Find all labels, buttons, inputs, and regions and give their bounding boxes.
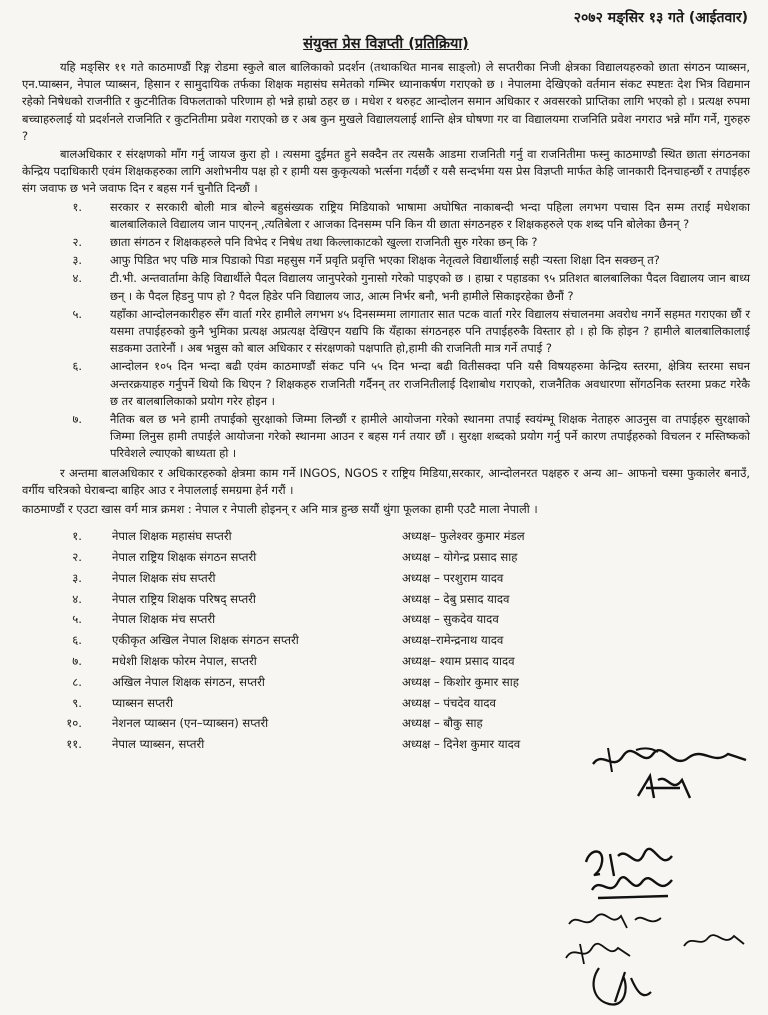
signatory-org: नेपाल शिक्षक संघ सप्तरी	[112, 570, 216, 585]
signatory-org: प्याब्सन सप्तरी	[112, 695, 173, 710]
signatory-org: नेशनल प्याब्सन (एन–प्याब्सन) सप्तरी	[112, 716, 269, 731]
signature-icon	[632, 770, 702, 804]
signatory-org: नेपाल राष्ट्रिय शिक्षक संगठन सप्तरी	[112, 549, 257, 564]
signatory-number: १.	[72, 529, 82, 544]
signatory-number: ८.	[72, 674, 82, 689]
list-text: टी.भी. अन्तवार्तामा केहि विद्यार्थीले पैदल विद्यालय जानुपरेको गुनासो गरेको पाइएको छ । हाम्रा र पहाडका ९५ प्रतिशत बालबालिका पैदल विद्यालय जान बाध्य छन् । के पैदल हिडनु पाप हो ? पैदल हिडेर पनि विद्यालय जाउ, आत्म निर्भर बनौ, भनी हामीले सिकाइरहेका छैनौं ?	[110, 271, 750, 303]
list-number: ४.	[72, 271, 82, 286]
list-text: आन्दोलन १०५ दिन भन्दा बढी एवंम काठमाण्डौं संकट पनि ५५ दिन भन्दा बढी वितीसक्दा पनि यसै विषयहरुमा केन्द्रिय स्तरमा, क्षेत्रिय स्तरमा सघन अन्तरक्रयाहरु गर्नुपर्ने थियो कि थिएन ? शिक्षकहरु राजनिती गर्दैनन् तर राजनितीलाई दिशाबोध गराएको, राजनैतिक अवधारणा सोंगठनिक स्तरमा प्रकट गरेकै छ तर बालबालिकाको प्रयोग गरेर होइन ।	[110, 359, 750, 408]
list-number: ७.	[72, 412, 82, 427]
signatory-org: नेपाल प्याब्सन, सप्तरी	[112, 737, 205, 752]
intro-paragraph: यहि मङ्सिर ११ गते काठमाण्डौं रिङ्ग रोडमा स्कुले बाल बालिकाको प्रदर्शन (तथाकथित मानब साङ्लो) ले सप्तरीका निजी क्षेत्रका विद्यालयहरुको छाता संगठन प्याब्सन, एन.प्याब्सन, नेपाल प्याब्सन, हिसान र सामुदायिक तर्फका शिक्षक महासंघ समेतको गम्भिर ध्यानाकर्षण गराएको छ । नेपालमा देखिएको वर्तमान संकट स्पष्टतः देश भित्र विद्यमान रहेको निषेधको राजनीति र कुटनीतिक विफलताको परिणाम हो भन्ने हाम्रो ठहर छ । मधेश र थरुहट आन्दोलन समान अधिकार र अवसरको प्राप्तिका लागि भएको हो । प्रत्यक्ष रुपमा बच्चाहरुलाई यो प्रदर्शनले राजनिति र कुटनितीमा प्रवेश गराएको छ र अब कुन मुखले विद्यालयलाई शान्ति क्षेत्र घोषणा गर वा विद्यालयमा राजनिति प्रवेश नगराउ भन्ने माँग गर्ने, गुरुहरु ?	[22, 60, 750, 143]
list-item	[22, 358, 750, 410]
signatory-role: अध्यक्ष – दिनेश कुमार यादव	[402, 737, 521, 752]
signature-icon	[585, 962, 655, 1012]
signatory-number: ३.	[72, 570, 82, 585]
signatory-list	[22, 526, 750, 755]
signatory-row	[22, 589, 750, 610]
signatory-org: नेपाल शिक्षक महासंघ सप्तरी	[112, 529, 232, 544]
signatory-row	[22, 609, 750, 630]
signatory-row	[22, 693, 750, 714]
signatory-role: अध्यक्ष – परशुराम यादव	[402, 570, 504, 585]
signatory-role: अध्यक्ष – किशोर कुमार साह	[402, 674, 519, 689]
page-title: संयुक्त प्रेस विज्ञप्ती (प्रतिक्रिया)	[303, 36, 469, 52]
signatory-role: अध्यक्ष – सुकदेव यादव	[402, 612, 499, 627]
signatory-number: ९.	[72, 695, 82, 710]
list-text: यहाँका आन्दोलनकारीहरु सँग वार्ता गरेर हामीले लगभग ४५ दिनसम्ममा लागातार सात पटक वार्ता गरेर विद्यालय संचालनमा अवरोध नगर्ने सहमत गराएका छौं र यसमा तपाईहरुको कुनै भुमिका प्रत्यक्ष अप्रत्यक्ष देखिएन यद्यपि कि यँहाका संगठनहरु पनि तपाईहरुकै विस्तार हो । हो कि होइन ? हामीले बालबालिकालाई सडकमा उतारेनौं । अब भन्नुस को बाल अधिकार र संरक्षणको पक्षपाति हो,हामी की राजनिती मात्र गर्ने तपाई ?	[110, 306, 750, 356]
list-number: ३.	[72, 253, 82, 268]
signatory-row	[22, 568, 750, 589]
signatory-role: अध्यक्ष – योगेन्द्र प्रसाद साह	[402, 549, 518, 564]
list-item	[22, 306, 750, 358]
intro-section	[22, 59, 750, 198]
list-item	[22, 270, 750, 304]
list-text: छाता संगठन र शिक्षकहरुले पनि विभेद र निषेध तथा किल्लाकाटको खुल्ला राजनिती सुरु गरेका छन् कि ?	[110, 235, 538, 250]
list-item	[22, 411, 750, 463]
signatory-row	[22, 630, 750, 651]
signatory-row	[22, 672, 750, 693]
intro-paragraph: बालअधिकार र संरक्षणको माँग गर्नु जायज कुरा हो । त्यसमा दुईमत हुने सक्दैन तर त्यसकै आडमा राजनिती गर्नु वा राजनितीमा फस्नु काठमाण्डौ स्थित छाता संगठनका केन्द्रिय पदाधिकारी एवंम शिक्षकहरुका लागि अशोभनीय पक्ष हो र हामी यस कुकृत्यको भर्त्सना गर्दछौं र यसै सन्दर्भमा यस प्रेस विज्ञप्ती मार्फत केहि जानकारी दिनचाहन्छौं र तपाईहरु संग जवाफ छ भने जवाफ दिन र बहस गर्न चुनौति दिन्छौं ।	[22, 147, 750, 196]
list-number: ६.	[72, 359, 82, 374]
signatory-role: अध्यक्ष– श्याम प्रसाद यादव	[402, 653, 515, 668]
signatory-row	[22, 651, 750, 672]
list-text: सरकार र सरकारी बोली मात्र बोल्ने बहुसंख्यक राष्ट्रिय मिडियाको भाषामा अघोषित नाकाबन्दी भन्दा पहिला लगभग पचास दिन सम्म तराई मधेशका बालबालिकाले विद्यालय जान पाएनन् ,त्यतिबेला र आजका दिनसम्म पनि किन यी छाता संगठनहरु र शिक्षकहरुले एक शब्द पनि बोलेका छैनन् ?	[110, 199, 750, 231]
signatory-row	[22, 713, 750, 734]
list-item	[22, 234, 750, 251]
signatory-number: १०.	[66, 716, 82, 731]
closing-section	[22, 465, 750, 519]
signatory-number: ७.	[72, 653, 82, 668]
signatory-number: ४.	[72, 591, 82, 606]
list-number: १.	[72, 199, 82, 214]
signatory-org: नेपाल शिक्षक मंच सप्तरी	[112, 612, 216, 627]
list-item	[22, 252, 750, 269]
numbered-list	[22, 199, 750, 463]
signature-icon	[565, 908, 675, 934]
list-number: २.	[72, 235, 82, 250]
list-text: नैतिक बल छ भने हामी तपाईको सुरक्षाको जिम्मा लिन्छौं र हामीले आयोजना गरेको स्थानमा तपाई स्वयंम्भू शिक्षक नेताहरु आउनुस वा तपाईहरु सुरक्षाको जिम्मा लिनुस हामी तपाईले आयोजना गरेको स्थानमा आउन र बहस गर्न तयार छौं । सुरक्षा शब्दको प्रयोग गर्नु पर्ने कारण तपाईहरुको विचलन र मस्तिष्कको परिवेशले ल्याएको बाध्यता हो ।	[110, 412, 750, 461]
signatory-org: अखिल नेपाल शिक्षक संगठन, सप्तरी	[112, 674, 265, 689]
signatory-number: ६.	[72, 633, 82, 648]
signatory-number: ११.	[66, 737, 82, 752]
closing-paragraph: र अन्तमा बालअधिकार र अधिकारहरुको क्षेत्रमा काम गर्ने INGOS, NGOS र राष्ट्रिय मिडिया,सरकार, आन्दोलनरत पक्षहरु र अन्य आ– आफनो चस्मा फुकालेर बनाउँ, वर्गीय चरित्रको घेराबन्दा बाहिर आउ र नेपाललाई समग्रमा हेर्न गरौं ।	[22, 465, 750, 497]
signatory-org: एकीकृत अखिल नेपाल शिक्षक संगठन सप्तरी	[112, 633, 299, 648]
signatory-number: ५.	[72, 612, 82, 627]
list-text: आफु पिडित भए पछि मात्र पिडाको पिडा महसुस गर्ने प्रवृति प्रवृत्ति भएका शिक्षक नेतृत्वले विद्यार्थीलाई सही र्‍यस्ता शिक्षा दिन सक्छन् त?	[110, 253, 660, 268]
signatory-row	[22, 526, 750, 547]
signatory-org: नेपाल राष्ट्रिय शिक्षक परिषद् सप्तरी	[112, 591, 256, 606]
signatory-role: अध्यक्ष – पंचदेव यादव	[402, 695, 496, 710]
list-item	[22, 199, 750, 233]
signatory-org: मधेशी शिक्षक फोरम नेपाल, सप्तरी	[112, 653, 257, 668]
signatory-role: अध्यक्ष–रामेन्द्रनाथ यादव	[402, 633, 504, 648]
signatory-number: २.	[72, 549, 82, 564]
signature-icon	[588, 868, 678, 908]
closing-paragraph: काठमाण्डौं र एउटा खास वर्ग मात्र क्रमश : नेपाल र नेपाली होइनन् र अनि मात्र हुन्छ सयौं थुंगा फूलका हामी एउटै माला नेपाली ।	[22, 502, 538, 517]
signatory-role: अध्यक्ष– फुलेश्वर कुमार मंडल	[402, 529, 525, 544]
signatory-role: अध्यक्ष – बौकु साह	[402, 716, 483, 731]
signatory-row	[22, 547, 750, 568]
signatory-role: अध्यक्ष – देबु प्रसाद यादव	[402, 591, 510, 606]
list-number: ५.	[72, 306, 82, 321]
signature-icon	[680, 928, 750, 954]
release-date: २०७२ मङ्सिर १३ गते (आईतवार)	[573, 10, 748, 26]
